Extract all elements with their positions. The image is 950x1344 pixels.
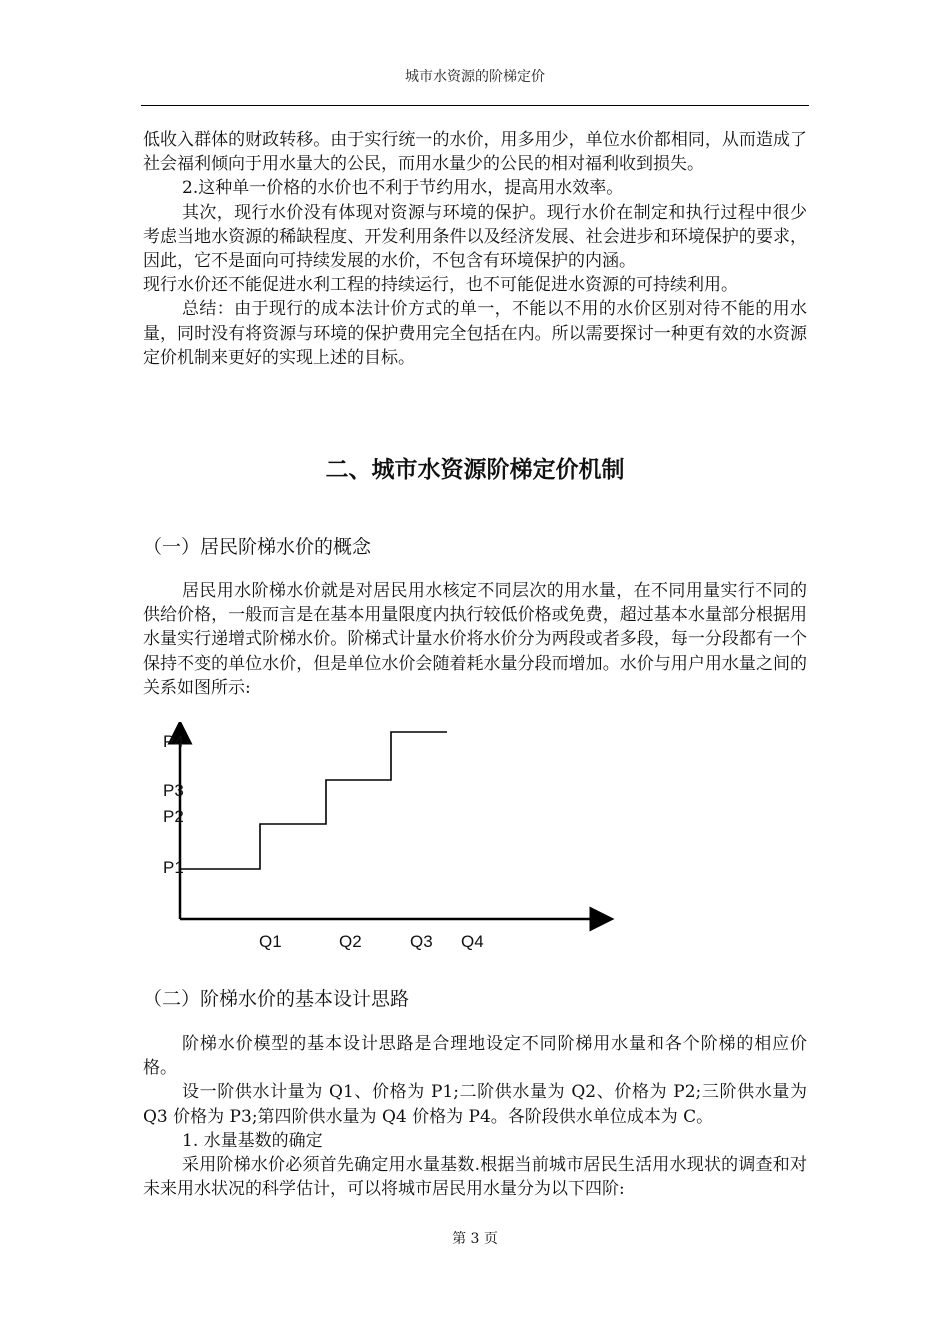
paragraph: 低收入群体的财政转移。由于实行统一的水价，用多用少，单位水价都相同，从而造成了社会福利倾向于用水量大的公民，而用水量少的公民的相对福利收到损失。 [143, 130, 807, 175]
paragraph: 采用阶梯水价必须首先确定用水量基数.根据当前城市居民生活用水现状的调查和对未来用水状况的科学估计，可以将城市居民用水量分为以下四阶: [143, 1155, 807, 1200]
y-tick-label: P4 [163, 732, 184, 751]
page-number: 第 3 页 [452, 1231, 498, 1247]
x-tick-label: Q2 [339, 932, 362, 951]
paragraph: 2.这种单一价格的水价也不利于节约用水，提高用水效率。 [182, 178, 624, 199]
x-tick-label: Q1 [259, 932, 282, 951]
design-block [143, 1032, 807, 1201]
paragraph: 设一阶供水计量为 Q1、价格为 P1;二阶供水量为 Q2、价格为 P2;三阶供水量为 Q3 价格为 P3;第四阶供水量为 Q4 价格为 P4。各阶段供水单位成本为 C。 [143, 1082, 807, 1127]
paragraph: 现行水价还不能促进水利工程的持续运行，也不可能促进水资源的可持续利用。 [143, 275, 738, 296]
y-tick-label: P1 [163, 858, 184, 877]
header-divider [141, 105, 809, 106]
step-price-line [180, 732, 447, 869]
paragraph: 其次，现行水价没有体现对资源与环境的保护。现行水价在制定和执行过程中很少考虑当地水资源的稀缺程度、开发利用条件以及经济发展、社会进步和环境保护的要求，因此，它不是面向可持续发展的水价，不包含有环境保护的内涵。 [143, 202, 807, 272]
paragraph: 总结：由于现行的成本法计价方式的单一，不能以不用的水价区别对待不能的用水量，同时没有将资源与环境的保护费用完全包括在内。所以需要探讨一种更有效的水资源定价机制来更好的实现上述的目标。 [143, 299, 807, 368]
intro-block [143, 128, 807, 370]
y-tick-label: P3 [163, 781, 184, 800]
section-heading: 二、城市水资源阶梯定价机制 [325, 457, 625, 483]
concept-block [143, 579, 807, 700]
step-price-chart [150, 722, 620, 962]
paragraph: 阶梯水价模型的基本设计思路是合理地设定不同阶梯用水量和各个阶梯的相应价格。 [143, 1034, 807, 1079]
paragraph: 1. 水量基数的确定 [182, 1130, 323, 1151]
subsection-heading: （二）阶梯水价的基本设计思路 [143, 988, 410, 1010]
subsection-heading: （一）居民阶梯水价的概念 [143, 536, 372, 558]
running-header: 城市水资源的阶梯定价 [405, 69, 545, 85]
x-tick-label: Q3 [410, 932, 433, 951]
x-tick-label: Q4 [461, 932, 484, 951]
y-tick-label: P2 [163, 807, 184, 826]
paragraph: 居民用水阶梯水价就是对居民用水核定不同层次的用水量，在不同用量实行不同的供给价格，一般而言是在基本用量限度内执行较低价格或免费，超过基本水量部分根据用水量实行递增式阶梯水价。阶梯式计量水价将水价分为两段或者多段，每一分段都有一个保持不变的单位水价，但是单位水价会随着耗水量分段而增加。水价与用户用水量之间的关系如图所示: [143, 581, 807, 698]
